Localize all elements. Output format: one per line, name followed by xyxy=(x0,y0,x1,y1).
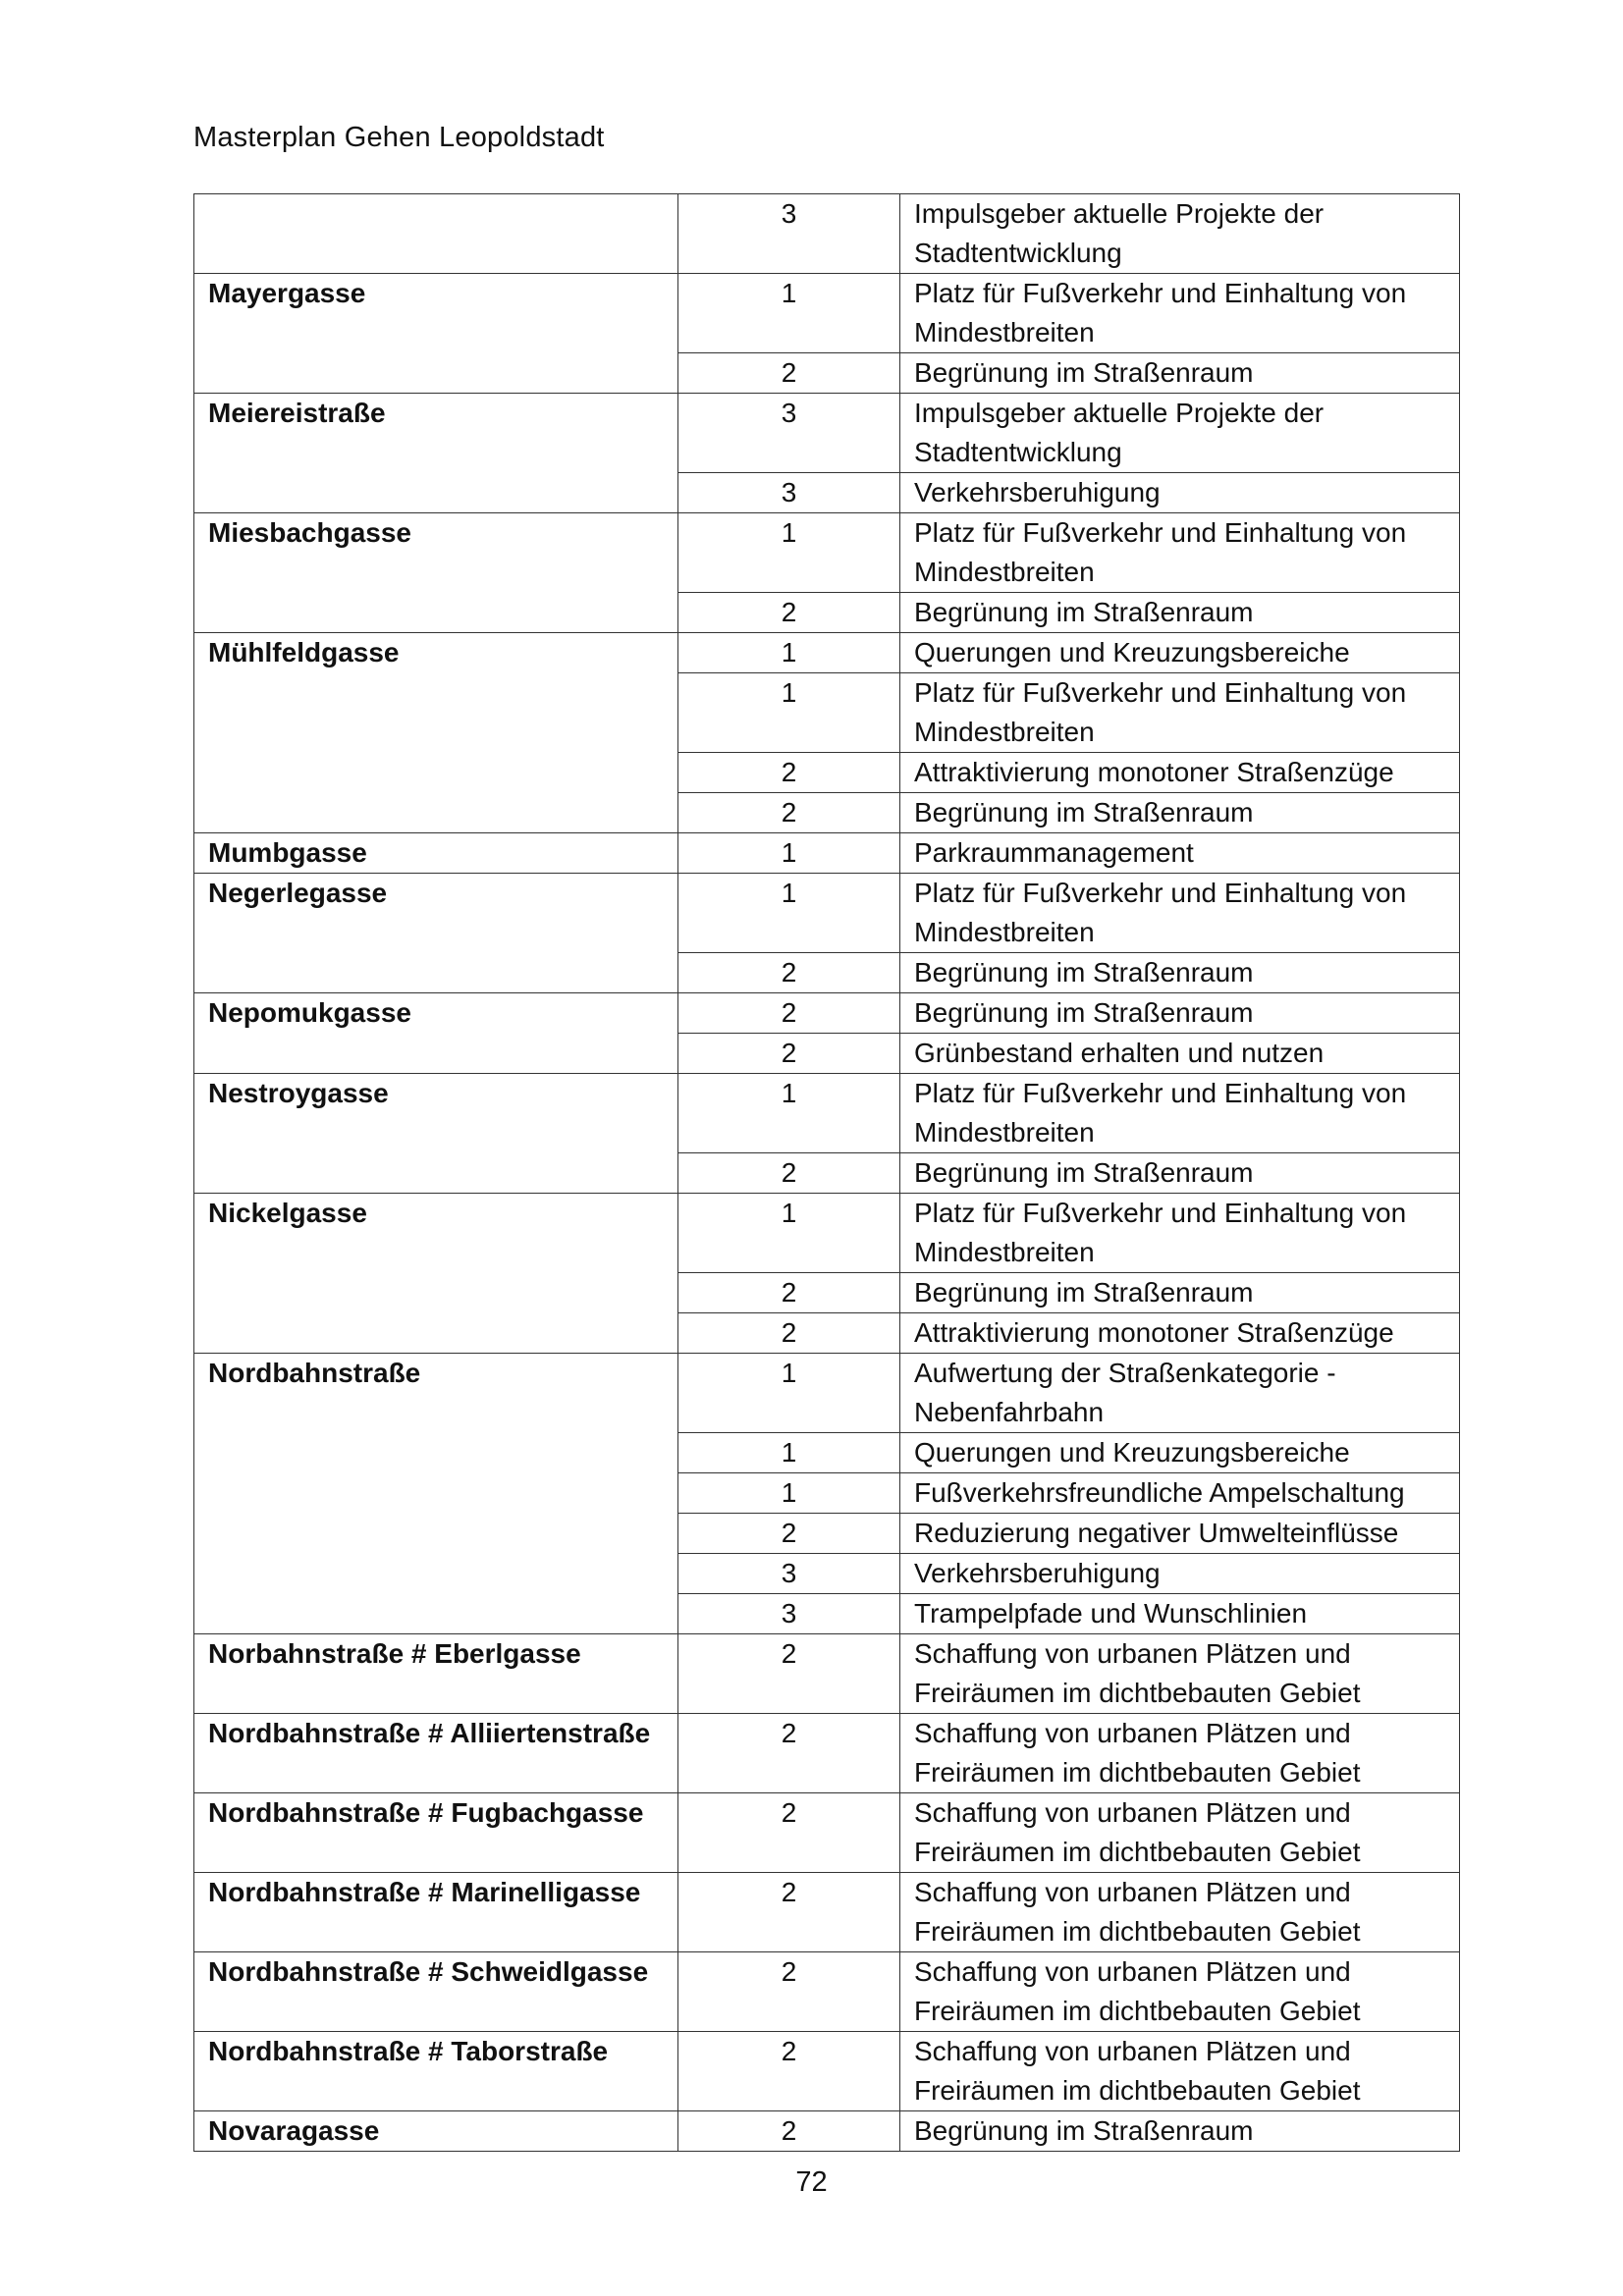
priority-cell: 1 xyxy=(678,1473,900,1514)
table-row xyxy=(194,1074,1460,1153)
priority-cell: 1 xyxy=(678,633,900,673)
street-name-cell: Mumbgasse xyxy=(194,833,678,874)
measure-cell: Platz für Fußverkehr und Einhaltung von Mindestbreiten xyxy=(900,1194,1460,1273)
priority-cell: 2 xyxy=(678,1714,900,1793)
priority-cell: 1 xyxy=(678,833,900,874)
street-name-cell: Negerlegasse xyxy=(194,874,678,993)
priority-cell: 2 xyxy=(678,793,900,833)
table-row xyxy=(194,194,1460,274)
measure-cell: Platz für Fußverkehr und Einhaltung von Mindestbreiten xyxy=(900,1074,1460,1153)
street-name-cell: Novaragasse xyxy=(194,2111,678,2152)
priority-cell: 3 xyxy=(678,394,900,473)
priority-cell: 3 xyxy=(678,1594,900,1634)
priority-cell: 2 xyxy=(678,1514,900,1554)
priority-cell: 1 xyxy=(678,1354,900,1433)
measure-cell: Begrünung im Straßenraum xyxy=(900,993,1460,1034)
priority-cell: 1 xyxy=(678,1433,900,1473)
table-row xyxy=(194,1354,1460,1433)
street-name-cell: Nordbahnstraße # Taborstraße xyxy=(194,2032,678,2111)
measure-cell: Platz für Fußverkehr und Einhaltung von Mindestbreiten xyxy=(900,513,1460,593)
measure-cell: Begrünung im Straßenraum xyxy=(900,1153,1460,1194)
measure-cell: Fußverkehrsfreundliche Ampelschaltung xyxy=(900,1473,1460,1514)
measures-table-body xyxy=(194,194,1460,2152)
measure-cell: Trampelpfade und Wunschlinien xyxy=(900,1594,1460,1634)
table-row xyxy=(194,1952,1460,2032)
street-name-cell: Norbahnstraße # Eberlgasse xyxy=(194,1634,678,1714)
measure-cell: Parkraummanagement xyxy=(900,833,1460,874)
measure-cell: Schaffung von urbanen Plätzen und Freiräumen im dichtbebauten Gebiet xyxy=(900,1952,1460,2032)
priority-cell: 3 xyxy=(678,194,900,274)
street-name-cell: Nordbahnstraße xyxy=(194,1354,678,1634)
table-row xyxy=(194,513,1460,593)
measures-table xyxy=(193,193,1460,2152)
measure-cell: Impulsgeber aktuelle Projekte der Stadtentwicklung xyxy=(900,194,1460,274)
street-name-cell: Nordbahnstraße # Alliiertenstraße xyxy=(194,1714,678,1793)
priority-cell: 1 xyxy=(678,1074,900,1153)
priority-cell: 2 xyxy=(678,1313,900,1354)
priority-cell: 2 xyxy=(678,1793,900,1873)
priority-cell: 2 xyxy=(678,2111,900,2152)
street-name-cell: Nordbahnstraße # Marinelligasse xyxy=(194,1873,678,1952)
table-row xyxy=(194,2032,1460,2111)
table-row xyxy=(194,1194,1460,1273)
priority-cell: 1 xyxy=(678,874,900,953)
measure-cell: Grünbestand erhalten und nutzen xyxy=(900,1034,1460,1074)
measure-cell: Schaffung von urbanen Plätzen und Freiräumen im dichtbebauten Gebiet xyxy=(900,1634,1460,1714)
street-name-cell: Nordbahnstraße # Schweidlgasse xyxy=(194,1952,678,2032)
table-row xyxy=(194,274,1460,353)
measure-cell: Impulsgeber aktuelle Projekte der Stadtentwicklung xyxy=(900,394,1460,473)
priority-cell: 2 xyxy=(678,1873,900,1952)
street-name-cell: Nordbahnstraße # Fugbachgasse xyxy=(194,1793,678,1873)
priority-cell: 2 xyxy=(678,1153,900,1194)
priority-cell: 2 xyxy=(678,953,900,993)
table-row xyxy=(194,833,1460,874)
priority-cell: 1 xyxy=(678,673,900,753)
measure-cell: Begrünung im Straßenraum xyxy=(900,793,1460,833)
table-row xyxy=(194,1873,1460,1952)
priority-cell: 2 xyxy=(678,753,900,793)
measure-cell: Schaffung von urbanen Plätzen und Freiräumen im dichtbebauten Gebiet xyxy=(900,1873,1460,1952)
street-name-cell: Mühlfeldgasse xyxy=(194,633,678,833)
street-name-cell: Miesbachgasse xyxy=(194,513,678,633)
table-row xyxy=(194,1714,1460,1793)
table-row xyxy=(194,2111,1460,2152)
priority-cell: 1 xyxy=(678,1194,900,1273)
page-number: 72 xyxy=(795,2166,828,2198)
table-row xyxy=(194,874,1460,953)
measure-cell: Schaffung von urbanen Plätzen und Freiräumen im dichtbebauten Gebiet xyxy=(900,2032,1460,2111)
street-name-cell: Nepomukgasse xyxy=(194,993,678,1074)
priority-cell: 1 xyxy=(678,274,900,353)
measure-cell: Begrünung im Straßenraum xyxy=(900,593,1460,633)
measure-cell: Schaffung von urbanen Plätzen und Freiräumen im dichtbebauten Gebiet xyxy=(900,1793,1460,1873)
priority-cell: 1 xyxy=(678,513,900,593)
measure-cell: Querungen und Kreuzungsbereiche xyxy=(900,633,1460,673)
priority-cell: 2 xyxy=(678,1952,900,2032)
measure-cell: Begrünung im Straßenraum xyxy=(900,353,1460,394)
measure-cell: Begrünung im Straßenraum xyxy=(900,2111,1460,2152)
measure-cell: Attraktivierung monotoner Straßenzüge xyxy=(900,753,1460,793)
measure-cell: Attraktivierung monotoner Straßenzüge xyxy=(900,1313,1460,1354)
street-name-cell xyxy=(194,194,678,274)
street-name-cell: Nestroygasse xyxy=(194,1074,678,1194)
street-name-cell: Meiereistraße xyxy=(194,394,678,513)
table-row xyxy=(194,1793,1460,1873)
measure-cell: Begrünung im Straßenraum xyxy=(900,1273,1460,1313)
priority-cell: 3 xyxy=(678,1554,900,1594)
priority-cell: 2 xyxy=(678,993,900,1034)
measure-cell: Schaffung von urbanen Plätzen und Freiräumen im dichtbebauten Gebiet xyxy=(900,1714,1460,1793)
street-name-cell: Nickelgasse xyxy=(194,1194,678,1354)
measure-cell: Verkehrsberuhigung xyxy=(900,1554,1460,1594)
table-row xyxy=(194,1634,1460,1714)
measure-cell: Platz für Fußverkehr und Einhaltung von Mindestbreiten xyxy=(900,274,1460,353)
measure-cell: Verkehrsberuhigung xyxy=(900,473,1460,513)
table-row xyxy=(194,993,1460,1034)
priority-cell: 2 xyxy=(678,353,900,394)
measure-cell: Begrünung im Straßenraum xyxy=(900,953,1460,993)
measure-cell: Platz für Fußverkehr und Einhaltung von Mindestbreiten xyxy=(900,673,1460,753)
priority-cell: 2 xyxy=(678,1034,900,1074)
priority-cell: 2 xyxy=(678,1273,900,1313)
table-row xyxy=(194,633,1460,673)
table-row xyxy=(194,394,1460,473)
measure-cell: Platz für Fußverkehr und Einhaltung von Mindestbreiten xyxy=(900,874,1460,953)
priority-cell: 2 xyxy=(678,593,900,633)
priority-cell: 2 xyxy=(678,1634,900,1714)
street-name-cell: Mayergasse xyxy=(194,274,678,394)
measure-cell: Querungen und Kreuzungsbereiche xyxy=(900,1433,1460,1473)
page-header-title: Masterplan Gehen Leopoldstadt xyxy=(193,122,605,153)
priority-cell: 3 xyxy=(678,473,900,513)
priority-cell: 2 xyxy=(678,2032,900,2111)
measure-cell: Aufwertung der Straßenkategorie - Nebenfahrbahn xyxy=(900,1354,1460,1433)
measure-cell: Reduzierung negativer Umwelteinflüsse xyxy=(900,1514,1460,1554)
